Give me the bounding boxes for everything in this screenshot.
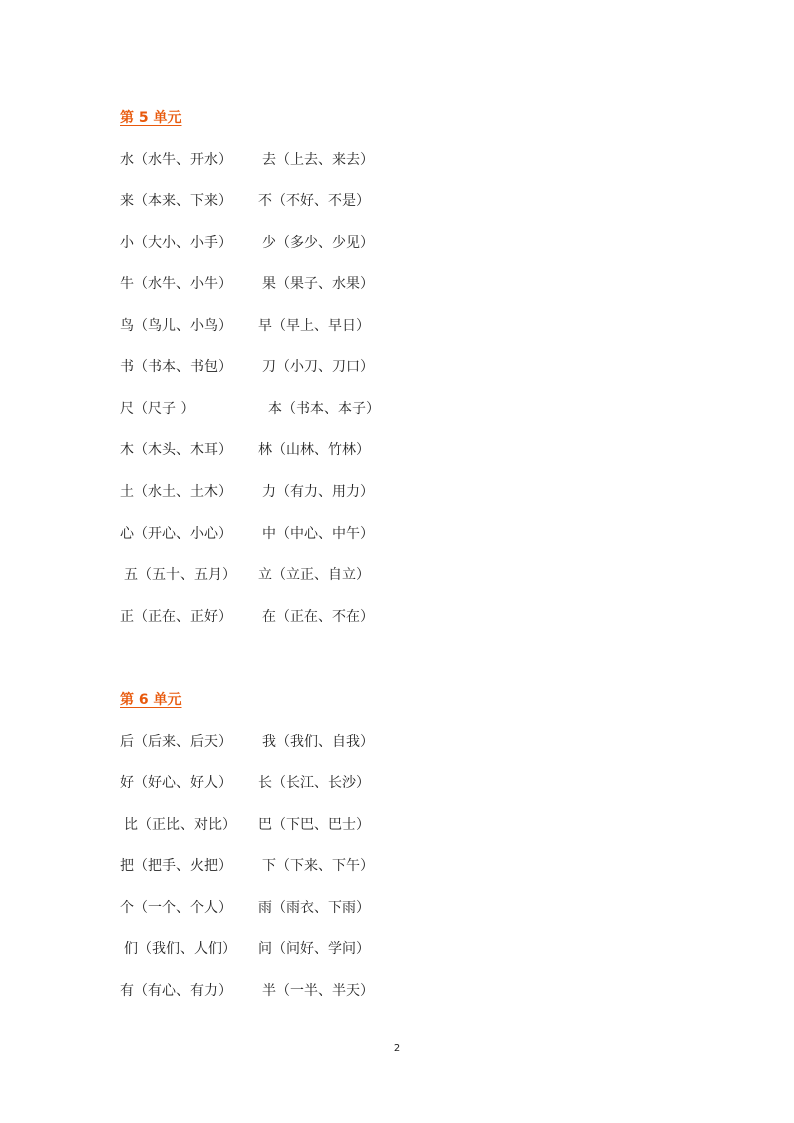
vocab-row — [120, 732, 420, 752]
vocab-left: 后（后来、后天） — [120, 734, 232, 750]
vocab-left: 五（五十、五月） — [124, 567, 236, 583]
vocab-left: 尺（尺子 ） — [120, 401, 195, 417]
vocab-right: 刀（小刀、刀口） — [262, 359, 374, 375]
vocab-right: 早（早上、早日） — [258, 318, 370, 334]
vocab-left: 把（把手、火把） — [120, 858, 232, 874]
vocab-right: 果（果子、水果） — [262, 276, 374, 292]
vocab-right: 半（一半、半天） — [262, 983, 374, 999]
vocab-row — [120, 939, 420, 959]
vocab-left: 小（大小、小手） — [120, 235, 232, 251]
vocab-row — [120, 191, 420, 211]
vocab-row — [120, 316, 420, 336]
vocab-right: 少（多少、少见） — [262, 235, 374, 251]
vocab-right: 在（正在、不在） — [262, 609, 374, 625]
unit-5-heading: 第 5 单元 — [120, 110, 182, 126]
vocab-row — [120, 565, 420, 585]
vocab-row — [120, 607, 420, 627]
vocab-left: 牛（水牛、小牛） — [120, 276, 232, 292]
vocab-row — [120, 357, 420, 377]
vocab-right: 下（下来、下午） — [262, 858, 374, 874]
vocab-row — [120, 524, 420, 544]
vocab-left: 鸟（鸟儿、小鸟） — [120, 318, 232, 334]
vocab-row — [120, 482, 420, 502]
vocab-left: 们（我们、人们） — [124, 941, 236, 957]
vocab-row — [120, 150, 420, 170]
vocab-right: 我（我们、自我） — [262, 734, 374, 750]
vocab-left: 有（有心、有力） — [120, 983, 232, 999]
vocab-left: 木（木头、木耳） — [120, 442, 232, 458]
unit-5-section — [120, 108, 182, 128]
vocab-right: 问（问好、学问） — [258, 941, 370, 957]
vocab-row — [120, 981, 420, 1001]
vocab-right: 巴（下巴、巴士） — [258, 817, 370, 833]
vocab-left: 来（本来、下来） — [120, 193, 232, 209]
vocab-left: 个（一个、个人） — [120, 900, 232, 916]
vocab-left: 比（正比、对比） — [124, 817, 236, 833]
vocab-row — [120, 399, 420, 419]
unit-6-heading: 第 6 单元 — [120, 692, 182, 708]
page-number: 2 — [393, 1043, 401, 1054]
vocab-row — [120, 773, 420, 793]
vocab-row — [120, 856, 420, 876]
vocab-left: 土（水土、土木） — [120, 484, 232, 500]
vocab-left: 水（水牛、开水） — [120, 152, 232, 168]
vocab-right: 本（书本、本子） — [268, 401, 380, 417]
vocab-row — [120, 233, 420, 253]
vocab-right: 长（长江、长沙） — [258, 775, 370, 791]
vocab-right: 中（中心、中午） — [262, 526, 374, 542]
unit-6-section — [120, 690, 182, 710]
vocab-right: 立（立正、自立） — [258, 567, 370, 583]
vocab-row — [120, 440, 420, 460]
vocab-row — [120, 274, 420, 294]
vocab-right: 去（上去、来去） — [262, 152, 374, 168]
vocab-row — [120, 898, 420, 918]
vocab-right: 不（不好、不是） — [258, 193, 370, 209]
vocab-left: 心（开心、小心） — [120, 526, 232, 542]
vocab-left: 正（正在、正好） — [120, 609, 232, 625]
vocab-left: 书（书本、书包） — [120, 359, 232, 375]
vocab-right: 雨（雨衣、下雨） — [258, 900, 370, 916]
vocab-right: 力（有力、用力） — [262, 484, 374, 500]
vocab-left: 好（好心、好人） — [120, 775, 232, 791]
vocab-right: 林（山林、竹林） — [258, 442, 370, 458]
vocab-row — [120, 815, 420, 835]
